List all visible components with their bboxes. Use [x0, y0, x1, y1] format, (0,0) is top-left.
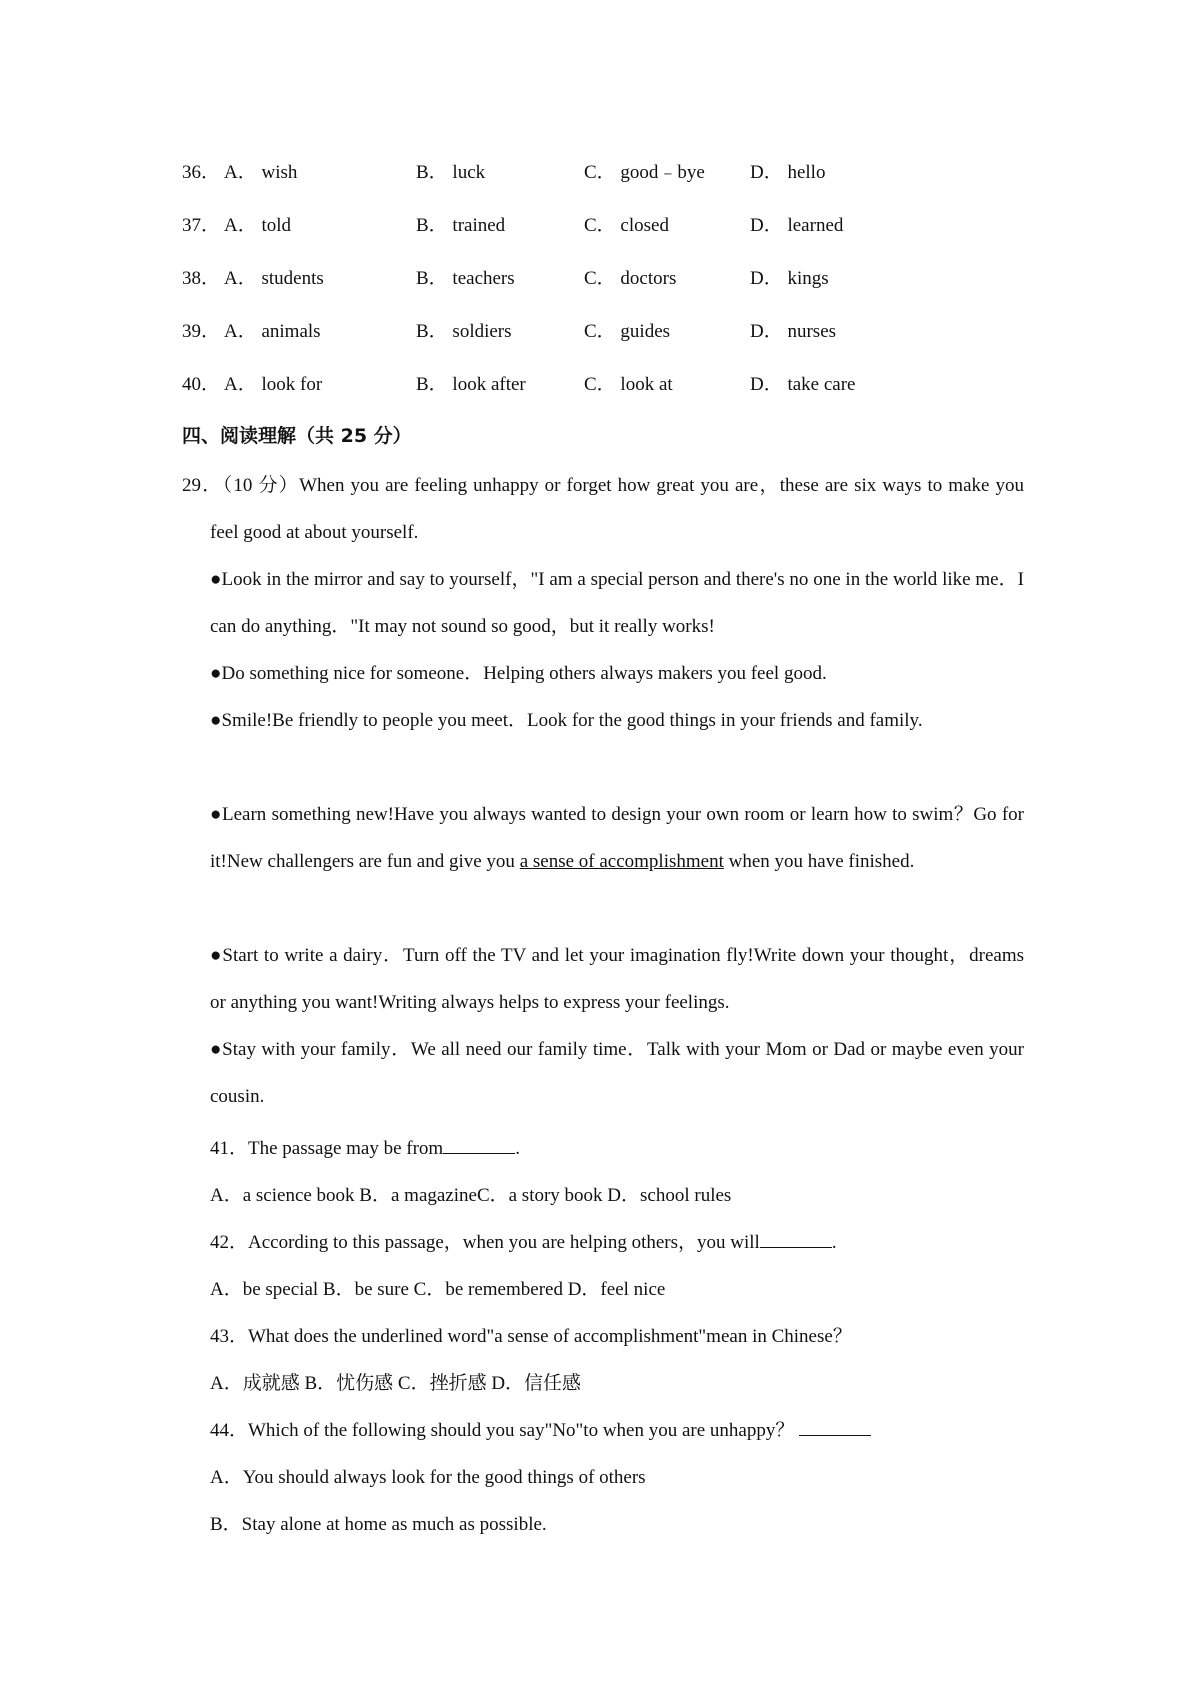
option-row-38: [182, 264, 1082, 294]
question-number: 36．: [182, 162, 221, 183]
section-title: 四、阅读理解（共 25 分）: [182, 425, 412, 447]
bullet-learn: [210, 791, 1024, 885]
question-number: 37．: [182, 215, 221, 236]
question-43-options: A．成就感 B．忧伤感 C．挫折感 D．信任感: [210, 1373, 582, 1394]
option-d: D． learned: [750, 215, 844, 236]
question-tail: .: [515, 1138, 520, 1159]
bullet-family: ●Stay with your family．We all need our family time．Talk with your Mom or Dad or maybe even your cousin.: [210, 1039, 1024, 1107]
question-43: 43．What does the underlined word"a sense of accomplishment"mean in Chinese？: [210, 1326, 852, 1347]
bullet-learn-text: ●Learn something new!Have you always wanted to design your own room or learn how to swim？Go for it!New challengers are fun and give you: [210, 804, 1024, 872]
option-row-40: [182, 370, 1082, 400]
question-44: [210, 1416, 871, 1446]
question-stem: 42．According to this passage，when you are helping others，you will: [210, 1232, 760, 1253]
answer-blank: [443, 1135, 515, 1154]
question-42: [210, 1228, 837, 1258]
bullet-learn-text-end: when you have finished.: [723, 851, 915, 872]
option-a: A． animals: [224, 321, 321, 342]
question-number: 39．: [182, 321, 221, 342]
option-d: D． kings: [750, 268, 829, 289]
question-number: 40．: [182, 374, 221, 395]
option-c: C． doctors: [584, 268, 677, 289]
option-d: D． nurses: [750, 321, 837, 342]
option-a: A． students: [224, 268, 324, 289]
option-d: D． take care: [750, 374, 856, 395]
option-b: B． trained: [416, 215, 506, 236]
bullet-nice: ●Do something nice for someone．Helping others always makers you feel good.: [210, 663, 827, 684]
option-row-39: [182, 317, 1082, 347]
question-44-option-b: B．Stay alone at home as much as possible.: [210, 1514, 547, 1535]
question-tail: .: [831, 1232, 837, 1253]
answer-blank: [760, 1229, 832, 1248]
option-row-37: [182, 211, 1082, 241]
question-42-options: A．be special B．be sure C．be remembered D．feel nice: [210, 1279, 666, 1300]
option-b: B． look after: [416, 374, 526, 395]
option-c: C． guides: [584, 321, 671, 342]
bullet-mirror: ●Look in the mirror and say to yourself，"I am a special person and there's no one in the world like me．I can do anything．"It may not sound so good，but it really works!: [210, 569, 1024, 637]
option-row-36: [182, 158, 1082, 188]
question-number: 38．: [182, 268, 221, 289]
option-b: B． soldiers: [416, 321, 512, 342]
question-44-option-a: A．You should always look for the good things of others: [210, 1467, 646, 1488]
option-a: A． wish: [224, 162, 298, 183]
option-c: C． look at: [584, 374, 673, 395]
question-41-options: A．a science book B．a magazineC．a story book D．school rules: [210, 1185, 732, 1206]
question-stem: 44．Which of the following should you say"No"to when you are unhappy？: [210, 1420, 795, 1441]
option-a: A． told: [224, 215, 292, 236]
option-b: B． teachers: [416, 268, 515, 289]
question-stem: 41．The passage may be from: [210, 1138, 444, 1159]
option-a: A． look for: [224, 374, 323, 395]
question-41: [210, 1134, 520, 1164]
answer-blank: [799, 1417, 871, 1436]
bullet-smile: ●Smile!Be friendly to people you meet．Look for the good things in your friends and family.: [210, 710, 923, 731]
option-c: C． closed: [584, 215, 669, 236]
passage-intro: 29．（10 分）When you are feeling unhappy or forget how great you are，these are six ways to make you feel good at about yourself.: [182, 475, 1024, 543]
underlined-phrase: a sense of accomplishment: [519, 851, 724, 872]
option-c: C． good﹣bye: [584, 162, 705, 183]
bullet-diary: ●Start to write a dairy．Turn off the TV and let your imagination fly!Write down your thought，dreams or anything you want!Writing always helps to express your feelings.: [210, 945, 1024, 1013]
option-b: B． luck: [416, 162, 486, 183]
option-d: D． hello: [750, 162, 826, 183]
